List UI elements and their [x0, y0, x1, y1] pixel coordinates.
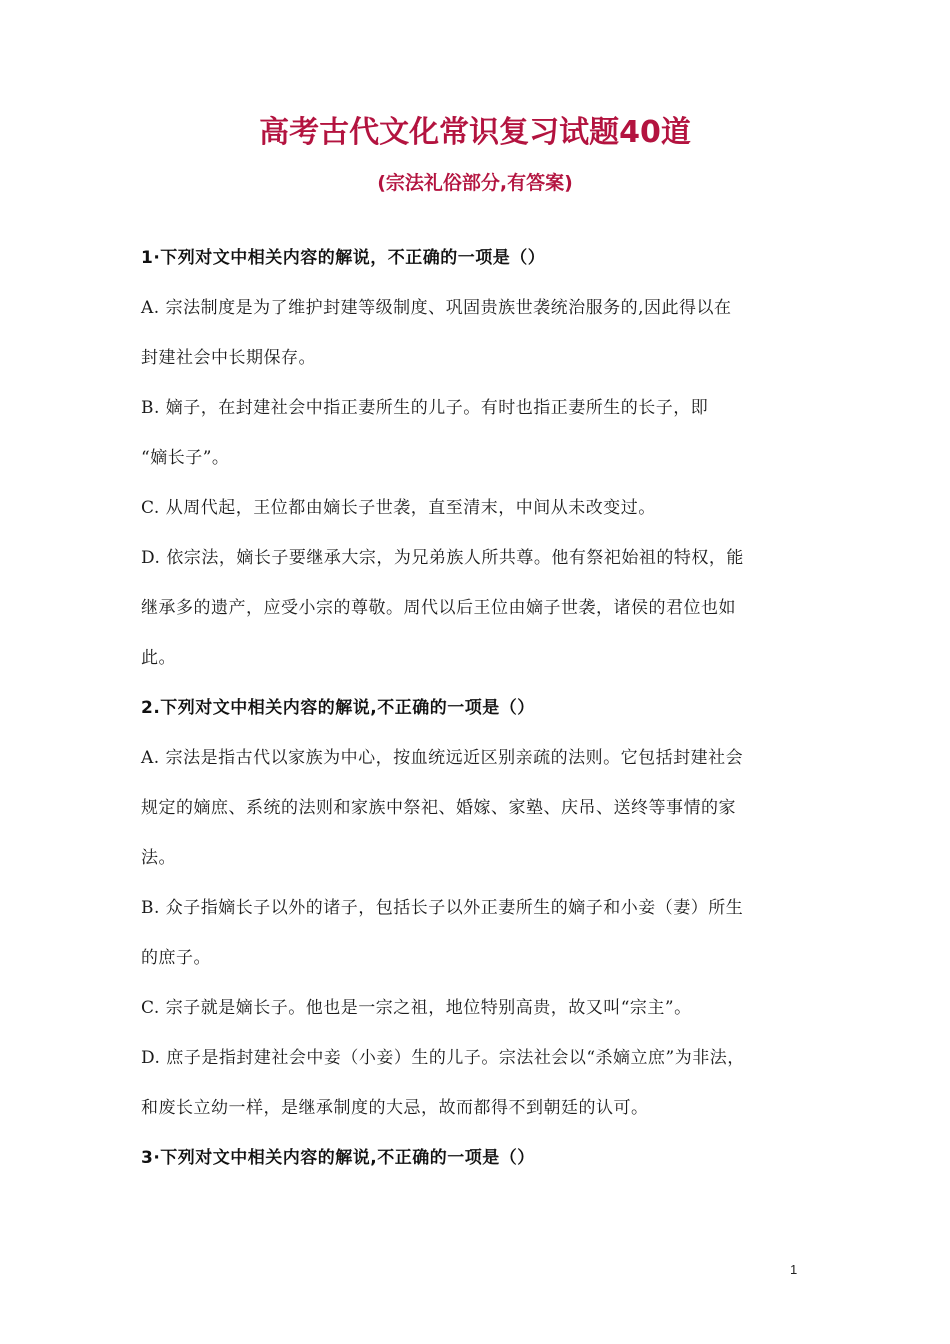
question-2-stem: 2.下列对文中相关内容的解说,不正确的一项是（） [141, 698, 535, 718]
question-1-option-d-cont2: 此。 [141, 648, 176, 668]
question-2-option-d: D. 庶子是指封建社会中妾（小妾）生的儿子。宗法社会以“杀嫡立庶”为非法， [141, 1048, 745, 1068]
question-2-option-a: A. 宗法是指古代以家族为中心，按血统远近区别亲疏的法则。它包括封建社会 [141, 748, 744, 768]
question-1-stem: 1·下列对文中相关内容的解说，不正确的一项是（） [141, 248, 546, 268]
question-1-option-a: A. 宗法制度是为了维护封建等级制度、巩固贵族世袭统治服务的,因此得以在 [141, 298, 732, 318]
question-1-option-b: B. 嫡子，在封建社会中指正妻所生的儿子。有时也指正妻所生的长子，即 [141, 398, 709, 418]
question-3-stem: 3·下列对文中相关内容的解说,不正确的一项是（） [141, 1148, 535, 1168]
question-1-option-b-cont: “嫡长子”。 [141, 448, 230, 468]
question-2-option-a-cont: 规定的嫡庶、系统的法则和家族中祭祀、婚嫁、家塾、庆吊、送终等事情的家 [141, 798, 736, 818]
question-2-option-b-cont: 的庶子。 [141, 948, 211, 968]
question-2-option-c: C. 宗子就是嫡长子。他也是一宗之祖，地位特别高贵，故又叫“宗主”。 [141, 998, 692, 1018]
question-1-option-a-cont: 封建社会中长期保存。 [141, 348, 316, 368]
question-1-option-d-cont: 继承多的遗产，应受小宗的尊敬。周代以后王位由嫡子世袭，诸侯的君位也如 [141, 598, 736, 618]
page-number: 1 [790, 1262, 798, 1277]
question-2-option-d-cont: 和废长立幼一样，是继承制度的大忌，故而都得不到朝廷的认可。 [141, 1098, 649, 1118]
question-1-option-d: D. 依宗法，嫡长子要继承大宗，为兄弟族人所共尊。他有祭祀始祖的特权，能 [141, 548, 744, 568]
document-subtitle: (宗法礼俗部分,有答案) [377, 172, 573, 194]
question-2-option-a-cont2: 法。 [141, 848, 176, 868]
question-2-option-b: B. 众子指嫡长子以外的诸子，包括长子以外正妻所生的嫡子和小妾（妻）所生 [141, 898, 744, 918]
question-1-option-c: C. 从周代起，王位都由嫡长子世袭，直至清末，中间从未改变过。 [141, 498, 656, 518]
document-title: 高考古代文化常识复习试题40道 [259, 115, 691, 150]
